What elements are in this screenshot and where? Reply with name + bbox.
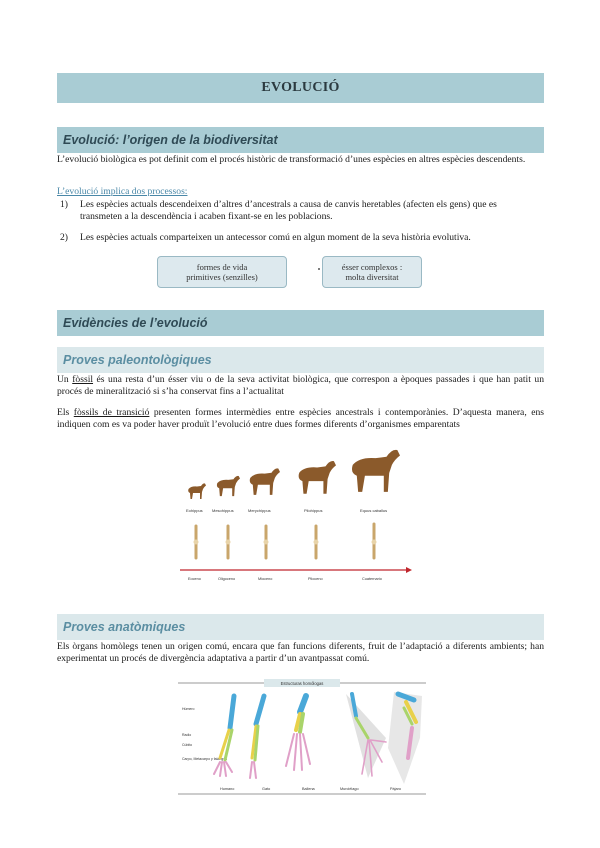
leg-bone-joints bbox=[194, 540, 377, 545]
bone-label: Húmero bbox=[182, 707, 195, 711]
primitive-forms-box bbox=[157, 256, 287, 288]
species-labels bbox=[220, 787, 401, 791]
arrow-dot bbox=[318, 268, 320, 270]
transition-fossil-paragraph bbox=[57, 407, 544, 431]
horse-label: Equus caballus bbox=[360, 508, 388, 513]
list-number: 2) bbox=[60, 232, 68, 243]
horse-label: Pliohippus bbox=[304, 508, 323, 513]
list-item bbox=[60, 232, 540, 246]
epoch-label: Eoceno bbox=[188, 577, 201, 581]
horse-pliohippus-icon bbox=[299, 461, 336, 494]
cat-leg-icon bbox=[250, 696, 264, 778]
horse-label: Eohippus bbox=[186, 508, 203, 513]
whale-flipper-icon bbox=[286, 696, 310, 770]
horse-eohippus-icon bbox=[188, 483, 206, 499]
bone-label: Carpo, Metacarpo y falanges bbox=[182, 757, 227, 761]
text-run: presenten formes intermèdies entre espècies ancestrals i contemporànies. D’aquesta manera, ens indiquen com es va poder haver produït l’evolució entre dues formes diferents d’organismes emparentats bbox=[57, 407, 544, 430]
timeline-arrowhead-icon bbox=[406, 567, 412, 573]
subheading-anatomical: Proves anatòmiques bbox=[57, 614, 544, 640]
figure-title: Estructuras homólogas bbox=[280, 681, 324, 686]
box-line: primitives (senzilles) bbox=[186, 272, 258, 282]
section-heading-origin: Evolució: l’origen de la biodiversitat bbox=[57, 127, 544, 153]
subheading-paleontological: Proves paleontològiques bbox=[57, 347, 544, 373]
horse-evolution-figure bbox=[178, 446, 418, 586]
term-transition-fossils: fòssils de transició bbox=[73, 407, 150, 418]
term-fossil: fòssil bbox=[72, 374, 94, 385]
horse-labels bbox=[186, 508, 387, 513]
box-line: ésser complexos : bbox=[341, 262, 403, 272]
species-label: Humano bbox=[220, 787, 235, 791]
species-label: Murciélago bbox=[340, 787, 359, 791]
human-arm-icon bbox=[214, 696, 234, 776]
text-run: Un bbox=[57, 374, 73, 385]
bird-wing-icon bbox=[388, 692, 422, 784]
horse-label: Mesohippus bbox=[212, 508, 234, 513]
section-heading-evidence: Evidències de l’evolució bbox=[57, 310, 544, 336]
horse-merychippus-icon bbox=[250, 468, 280, 494]
species-label: Pájaro bbox=[390, 787, 401, 791]
bat-wing-icon bbox=[346, 694, 386, 778]
horse-mesohippus-icon bbox=[217, 476, 240, 496]
list-number: 1) bbox=[60, 199, 68, 210]
list-text: Les espècies actuals descendeixen d’altres d’ancestrals a causa de canvis heretables (afecten els gens) que es transmeten a la descendència i acaben fixant-se en les poblacions. bbox=[80, 199, 497, 222]
fossil-paragraph bbox=[57, 374, 544, 398]
intro-paragraph: L’evolució biològica es pot definit com el procés històric de transformació d’unes espècies en altres espècies descendents. bbox=[57, 154, 526, 165]
horse-equus-icon bbox=[352, 450, 400, 492]
complex-beings-box bbox=[322, 256, 422, 288]
processes-heading: L’evolució implica dos processos: bbox=[57, 186, 188, 197]
page-title: EVOLUCIÓ bbox=[57, 73, 544, 103]
epoch-label: Mioceno bbox=[258, 577, 273, 581]
list-item bbox=[60, 199, 540, 225]
text-run: és una resta d’un ésser viu o de la seva activitat biològica, que correspon a èpoques passades i que han patit un procés de mineralització si s’ha conservat fins a l’actualitat bbox=[57, 374, 544, 397]
text-run: Els bbox=[57, 407, 74, 418]
epoch-label: Oligoceno bbox=[218, 577, 236, 581]
horse-silhouettes bbox=[188, 450, 400, 499]
homologous-paragraph: Els òrgans homòlegs tenen un origen comú, encara que fan funcions diferents, fruit de l’adaptació a diferents ambients; han experimentat un procés de divergència adaptativa a partir d’un avantpassat comú. bbox=[57, 641, 544, 664]
box-line: formes de vida bbox=[196, 262, 248, 272]
bone-label: Cúbito bbox=[182, 743, 193, 747]
epoch-labels bbox=[188, 577, 382, 581]
bone-label: Radio bbox=[182, 733, 192, 737]
homologous-structures-figure bbox=[176, 678, 428, 796]
species-label: Ballena bbox=[302, 787, 315, 791]
leg-bones bbox=[196, 524, 374, 558]
epoch-label: Plioceno bbox=[308, 577, 323, 581]
species-label: Gato bbox=[262, 787, 271, 791]
box-line: molta diversitat bbox=[345, 272, 399, 282]
epoch-label: Cuaternario bbox=[362, 577, 382, 581]
list-text: Les espècies actuals comparteixen un antecessor comú en algun moment de la seva història evolutiva. bbox=[80, 232, 471, 243]
horse-label: Merychippus bbox=[248, 508, 271, 513]
